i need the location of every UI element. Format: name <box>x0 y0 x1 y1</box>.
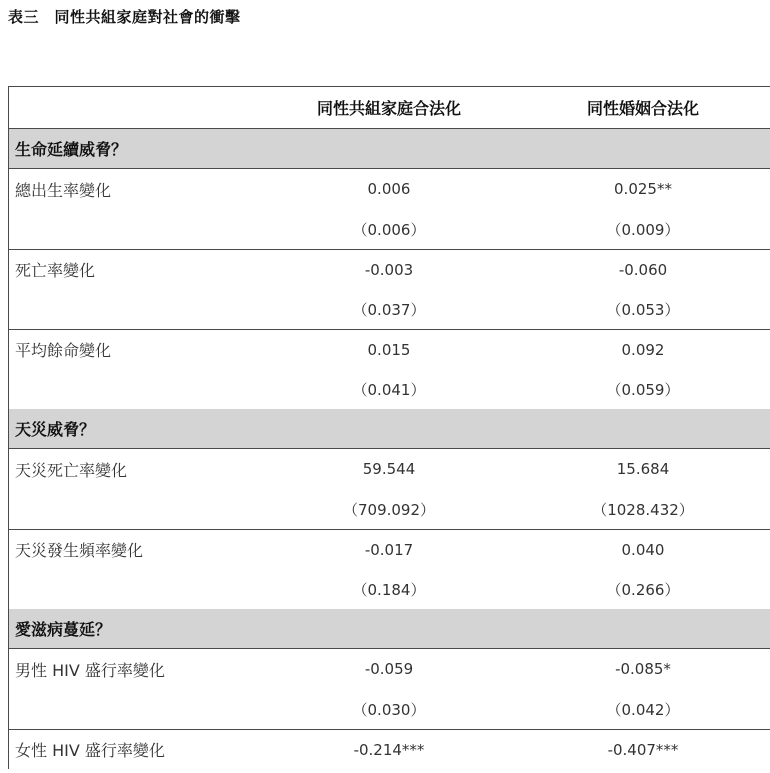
coef-cohabitation: 59.544 <box>362 460 416 478</box>
table-row-stderr <box>9 369 770 409</box>
row-label: 天災發生頻率變化 <box>15 541 144 560</box>
section-label: 天災威脅？ <box>15 420 96 439</box>
coef-marriage: 0.092 <box>621 340 665 359</box>
header-cell-cohabitation: 同性共組家庭合法化 <box>316 99 461 118</box>
row-label: 天災死亡率變化 <box>15 460 128 480</box>
row-label: 男性 HIV 盛行率變化 <box>15 660 165 680</box>
row-label: 總出生率變化 <box>15 180 112 200</box>
table-row <box>9 729 770 769</box>
stderr-cohabitation: （0.037） <box>352 300 426 319</box>
table-row-stderr <box>9 489 770 529</box>
coef-marriage: 0.040 <box>621 540 665 559</box>
row-label: 死亡率變化 <box>15 261 96 280</box>
section-label: 生命延續威脅？ <box>15 140 128 159</box>
coef-cohabitation: 0.015 <box>367 340 411 359</box>
stderr-marriage: （0.266） <box>606 580 680 599</box>
coef-cohabitation: -0.214*** <box>353 740 425 759</box>
stderr-cohabitation: （709.092） <box>342 500 436 519</box>
table-row-stderr <box>9 289 770 329</box>
stderr-cohabitation: （0.006） <box>352 220 426 239</box>
coef-marriage: 15.684 <box>616 460 670 478</box>
stderr-marriage: （0.042） <box>606 700 680 719</box>
row-label: 女性 HIV 盛行率變化 <box>15 741 165 760</box>
table-row-stderr <box>9 689 770 729</box>
table-row-stderr <box>9 209 770 249</box>
stderr-cohabitation: （0.041） <box>352 380 426 399</box>
row-label: 平均餘命變化 <box>15 341 112 360</box>
table-row <box>9 169 770 209</box>
section-header-row <box>9 409 770 449</box>
stderr-marriage: （1028.432） <box>592 500 694 519</box>
stderr-marriage: （0.053） <box>606 300 680 319</box>
table-row <box>9 649 770 689</box>
table-row <box>9 449 770 489</box>
coef-marriage: -0.060 <box>618 260 668 279</box>
coef-cohabitation: -0.003 <box>364 260 414 279</box>
section-header-row <box>9 609 770 649</box>
section-label: 愛滋病蔓延？ <box>15 620 112 639</box>
coef-cohabitation: -0.017 <box>364 540 414 559</box>
section-header-row <box>9 129 770 169</box>
table-row <box>9 249 770 289</box>
table-header-row <box>9 87 770 129</box>
header-cell-marriage: 同性婚姻合法化 <box>586 99 699 118</box>
results-table <box>8 86 770 769</box>
stderr-cohabitation: （0.184） <box>352 580 426 599</box>
coef-cohabitation: 0.006 <box>367 180 411 198</box>
coef-marriage: -0.085* <box>615 660 671 678</box>
stderr-marriage: （0.009） <box>606 220 680 239</box>
coef-marriage: -0.407*** <box>607 740 679 759</box>
table-row <box>9 529 770 569</box>
stderr-cohabitation: （0.030） <box>352 700 426 719</box>
stderr-marriage: （0.059） <box>606 380 680 399</box>
table-row-stderr <box>9 569 770 609</box>
table-title: 表三 同性共組家庭對社會的衝擊 <box>8 8 241 26</box>
coef-marriage: 0.025** <box>614 180 672 198</box>
table-row <box>9 329 770 369</box>
coef-cohabitation: -0.059 <box>364 660 414 678</box>
